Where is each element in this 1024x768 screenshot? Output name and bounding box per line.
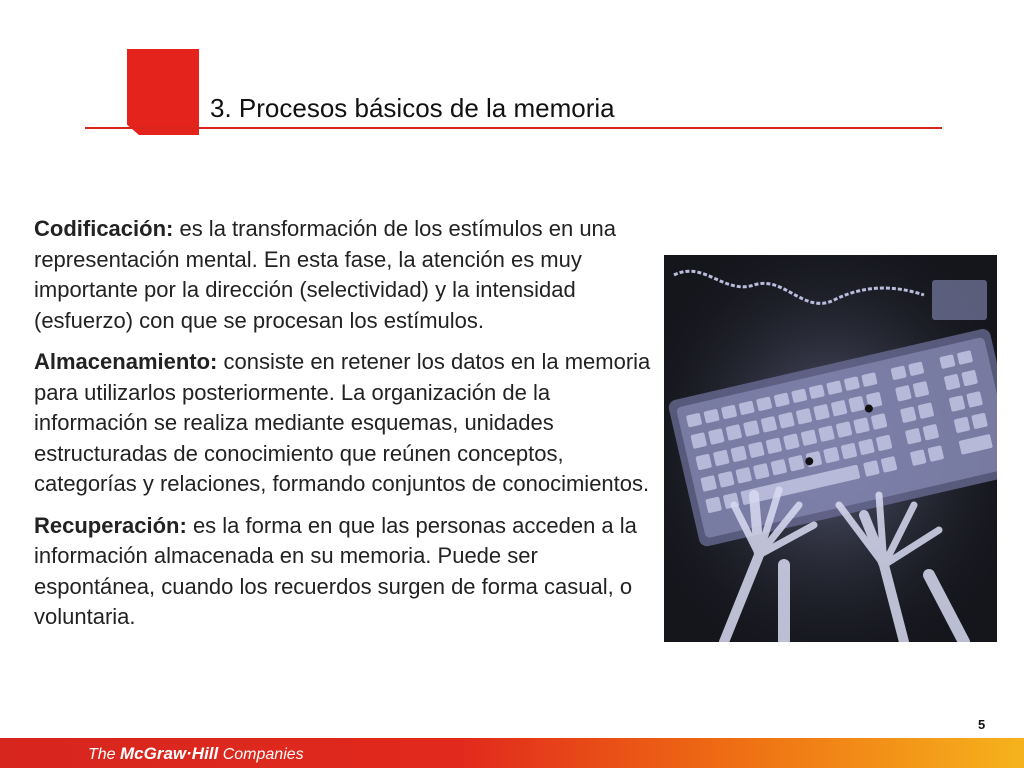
title-divider bbox=[85, 127, 942, 129]
logo-suffix: Companies bbox=[218, 746, 304, 763]
term-codificacion: Codificación: bbox=[34, 216, 174, 241]
text-recuperacion: es la forma en que las personas acceden a la información almacenada en su memoria. Puede ser espontánea, cuando los recuerdos surgen de forma casual, o voluntaria. bbox=[34, 512, 637, 629]
term-almacenamiento: Almacenamiento: bbox=[34, 349, 218, 374]
xray-hands-keyboard-image bbox=[664, 255, 997, 642]
paragraph-recuperacion bbox=[34, 511, 659, 633]
logo-prefix: The bbox=[88, 746, 121, 763]
body-text bbox=[34, 214, 659, 644]
text-codificacion: es la transformación de los estímulos en una representación mental. En esta fase, la atención es muy importante por la dirección (selectividad) y la intensidad (esfuerzo) con que se procesan los estímulos. bbox=[34, 216, 617, 333]
publisher-logo bbox=[88, 744, 304, 764]
paragraph-almacenamiento bbox=[34, 347, 659, 500]
text-almacenamiento: consiste en retener los datos en la memoria para utilizarlos posteriormente. La organización de la información se realiza mediante esquemas, unidades estructuradas de conocimiento que reúnen conceptos, categorías y relaciones, formando conjuntos de conocimientos. bbox=[34, 349, 651, 496]
logo-brand: McGraw·Hill bbox=[120, 744, 219, 763]
term-recuperacion: Recuperación: bbox=[34, 512, 187, 538]
paragraph-codificacion bbox=[34, 214, 659, 336]
page-number: 5 bbox=[978, 717, 986, 732]
title-accent-block bbox=[127, 49, 199, 135]
slide-title: 3. Procesos básicos de la memoria bbox=[210, 93, 615, 123]
